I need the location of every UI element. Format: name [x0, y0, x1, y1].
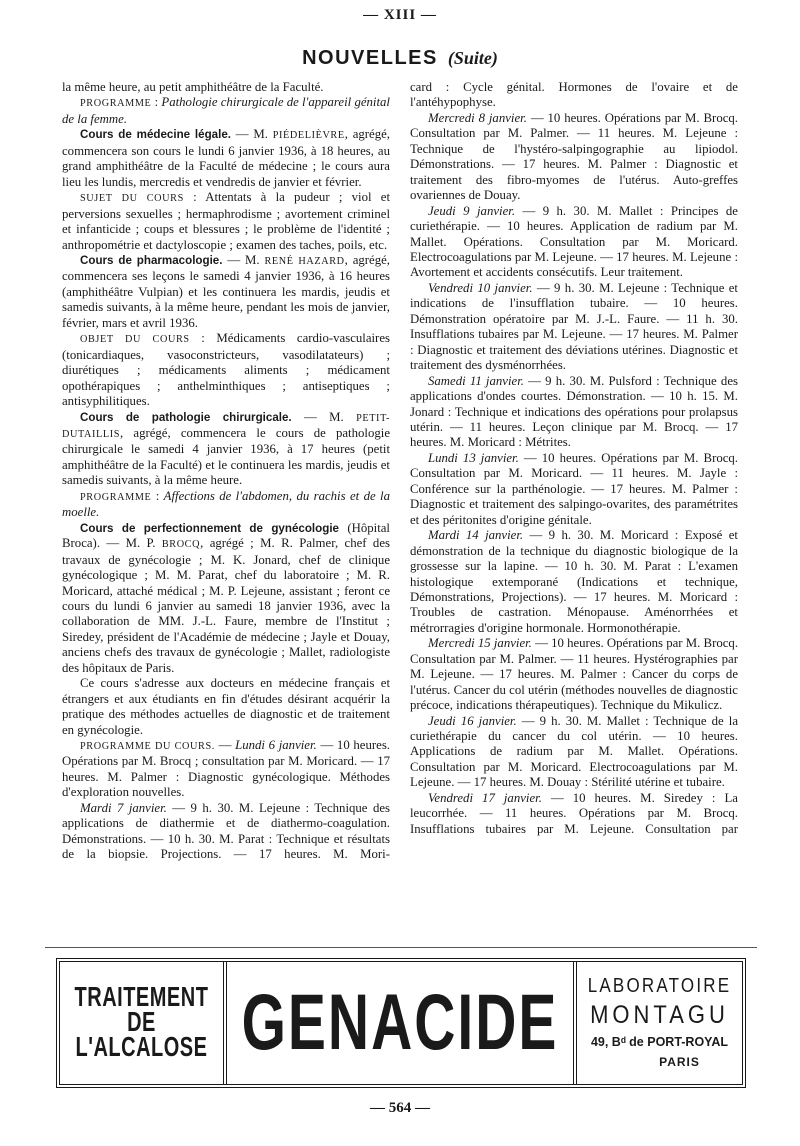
page-title: NOUVELLES: [302, 47, 438, 69]
ad-company-name: MONTAGU: [590, 1000, 729, 1029]
italic-text: Mercredi 15 janvier.: [428, 636, 532, 651]
text-run: Ce cours s'adresse aux docteurs en médecine français et étrangers et aux étudiants en fin d'études désirant acquérir la pratique des méthodes actuelles de diagnostic et de traitement en gynécologie.: [62, 676, 390, 737]
text-run: la même heure, au petit amphithéâtre de la Faculté.: [62, 80, 324, 94]
text-run: — 10 heures. Opérations par M. Brocq. Consultation par M. Palmer. — 11 heures. Hystérographies par M. Lejeune. — 17 heures. M. Palmer : Cancer du corps de l'utérus. Cancer du col utérin (méthodes nouvelles de diagnostic précoce, indications thérapeutiques). Technique du Mikulicz.: [410, 636, 738, 713]
small-caps-text: SUJET DU COURS: [80, 193, 184, 205]
paragraph: [410, 451, 738, 528]
small-caps-text: OBJET DU COURS: [80, 334, 190, 346]
paragraph: [410, 204, 738, 281]
small-caps-text: BROCQ: [161, 539, 201, 551]
paragraph: [410, 636, 738, 713]
italic-text: Lundi 13 janvier.: [428, 450, 519, 465]
page-title-suffix: (Suite): [447, 48, 498, 68]
ad-company-line1: LABORATOIRE: [587, 974, 732, 997]
paragraph: [410, 111, 738, 204]
paragraph: [62, 676, 390, 738]
text-run: — 9 h. 30. M. Moricard : Exposé et démonstration de la technique du diagnostic biologique de la grossesse sur la lapine. — 10 h. 30. M. Parat : L'examen histologique extemporané (Indications et technique, Démonstrations, Projections). — 17 heures. M. Moricard : Troubles de castration. Ménopause. Aménorrhées et métrorragies d'origine hormonale. Hormonothérapie.: [410, 528, 738, 635]
small-caps-text: PETIT-DUTAILLIS: [62, 412, 390, 440]
text-run: — 10 heures. Opérations par M. Brocq. Consultation par M. Palmer. — 11 heures. M. Lejeune : Technique de l'hystéro-salpingographie au lipiodol. Démonstrations. — 17 heures. M. Palmer : Diagnostic et traitement des fibro-myomes de l'utérus. Auto-greffes ovariennes de Douay.: [410, 110, 738, 203]
small-caps-text: PROGRAMME DU COURS.: [80, 741, 215, 753]
italic-text: Jeudi 9 janvier.: [428, 203, 516, 218]
ad-left-panel: [60, 962, 223, 1084]
paragraph: [410, 80, 738, 111]
text-run: — 9 h. 30. M. Lejeune : Technique des applications de diathermie et de diathermo-coagulation. Démonstrations. — 10 h. 30. M. Parat : Technique et résultats de la biopsie. Projections. — 17 heures. M. Mori-: [62, 800, 390, 862]
left-column: [62, 80, 390, 946]
text-run: :: [151, 488, 164, 503]
paragraph: [62, 801, 390, 863]
italic-text: Mardi 14 janvier.: [428, 528, 524, 543]
text-run: : Attentats à la pudeur ; viol et perversions sexuelles ; hermaphrodisme ; avortement criminel et infanticide ; coups et blessures ; le problème de l'identité ; anthropométrie et dactyloscopie ; examen des taches, poils, etc.: [62, 190, 390, 252]
ad-company-panel: [577, 962, 742, 1084]
text-run: — 9 h. 30. M. Lejeune : Technique et indications de l'insufflation tubaire. — 10 heures. Démonstration opératoire par M. J.-L. Faure. — 11 h. 30. Insufflations tubaires par M. Lejeune. — 17 heures. M. Palmer : Diagnostic et traitement des déviations utérines. Diagnostic et traitement des dysménorrhées.: [410, 280, 738, 373]
paragraph: [62, 410, 390, 489]
italic-text: Lundi 6 janvier.: [235, 738, 317, 753]
paragraph: [62, 80, 390, 95]
paragraph: [62, 521, 390, 677]
italic-text: Vendredi 17 janvier.: [428, 790, 542, 805]
text-run: (Hôpital Broca). — M. P.: [62, 520, 390, 551]
small-caps-text: PROGRAMME: [80, 491, 152, 503]
text-run: , agrégé, commencera son cours le lundi 6 janvier 1936, à 18 heures, au grand amphithéâtre de la Faculté de médecine ; le cours aura lieu les lundis, mercredis et vendredis de janvier et février.: [62, 127, 390, 189]
text-run: , agrégé, commencera ses leçons le samedi 4 janvier 1936, à 16 heures (amphithéâtre Vulpian) et les continuera les mardis, jeudis et samedis suivants, à la même heure, pendant les mois de janvier, février, mars et avril 1936.: [62, 252, 390, 330]
text-run: card : Cycle génital. Hormones de l'ovaire et de l'antéhypophyse.: [410, 80, 738, 110]
text-run: — 10 heures. Opérations par M. Brocq ; consultation par M. Moricard. — 17 heures. M. Palmer : Diagnostic gynécologique. Méthodes d'exploration nouvelles.: [62, 738, 390, 800]
small-caps-text: RENÉ HAZARD: [264, 255, 345, 267]
paragraph: [62, 331, 390, 409]
small-caps-text: PROGRAMME: [80, 98, 152, 110]
advertisement: [56, 958, 746, 1088]
ad-tagline-line: DE: [127, 1006, 156, 1038]
paragraph: [62, 738, 390, 801]
italic-text: Affections de l'abdomen, du rachis et de la moelle.: [62, 488, 390, 520]
ad-city: PARIS: [659, 1055, 700, 1069]
text-run: : Médicaments cardio-vasculaires (tonicardiaques, vasoconstricteurs, vasodilatateurs) ; diurétiques ; médicaments aliments ; médicament opothérapiques ; anthelminthiques ; antiseptiques ; antisyphilitiques.: [62, 331, 390, 409]
ad-product-panel: [223, 962, 577, 1084]
page-number: — 564 —: [370, 1100, 430, 1116]
paragraph: [410, 714, 738, 791]
paragraph: [410, 374, 738, 451]
text-run: — 9 h. 30. M. Mallet : Principes de curiethérapie. — 10 heures. Application de radium par M. Mallet. Opérations. Consultation par M. Moricard. Electrocoagulations par M. Lejeune. — 17 heures. M. Lejeune : Avortement et accidents consécutifs. Leur traitement.: [410, 203, 738, 280]
course-title: Cours de pharmacologie.: [80, 253, 223, 267]
text-run: — M.: [222, 252, 265, 267]
text-run: — 9 h. 30. M. Pulsford : Technique des applications d'ondes courtes. Démonstration. — 10 h. 15. M. Jonard : Technique et indications des opérations pour prolapsus utérin. — 11 heures. Leçon clinique par M. Brocq. — 17 heures. M. Moricard : Métrites.: [410, 373, 738, 450]
ad-tagline-line: TRAITEMENT: [74, 981, 209, 1013]
ad-address: 49, Bᵈ de PORT-ROYAL: [590, 1035, 729, 1049]
text-run: — M.: [291, 409, 357, 424]
text-run: — 10 heures. Opérations par M. Brocq. Consultation par M. Moricard. — 11 heures. M. Jayle : Conférence sur la parthénologie. — 17 heures. M. Palmer : Diagnostic et traitement des salpingo-ovarites, des paramétrites et des péritonites d'origine génitale.: [410, 450, 738, 527]
paragraph: [62, 190, 390, 253]
ad-tagline-line: L'ALCALOSE: [75, 1031, 208, 1063]
italic-text: Mardi 7 janvier.: [80, 800, 167, 815]
course-title: Cours de pathologie chirurgicale.: [80, 410, 292, 424]
italic-text: Jeudi 16 janvier.: [428, 713, 517, 728]
italic-text: Mercredi 8 janvier.: [428, 110, 527, 125]
paragraph: [62, 127, 390, 190]
course-title: Cours de médecine légale.: [80, 128, 232, 142]
text-run: , agrégé, commencera le cours de pathologie chirurgicale le samedi 4 janvier 1936, à 17 heures (petit amphithéâtre de la Faculté) et le continuera les mardis, jeudis et samedis suivants, à la même heure.: [62, 425, 390, 488]
text-run: — 10 heures. M. Siredey : La leucorrhée. — 11 heures. Opérations par M. Brocq. Insufflations tubaires par M. Lejeune. Consultation par: [410, 790, 738, 836]
separator-rule: [45, 947, 757, 948]
right-column: [410, 80, 738, 946]
italic-text: Pathologie chirurgicale de l'appareil génital de la femme.: [62, 95, 390, 126]
paragraph: [410, 791, 738, 837]
page-header: [0, 45, 800, 71]
small-caps-text: PIÉDELIÈVRE: [272, 130, 345, 142]
text-run: —: [214, 738, 236, 753]
text-run: — M.: [231, 127, 273, 142]
italic-text: Samedi 11 janvier.: [428, 373, 524, 388]
text-run: , agrégé ; M. R. Palmer, chef des travaux de gynécologie ; M. K. Jonard, chef de clinique gynécologique ; M. M. Parat, chef du laboratoire ; M. R. Moricard, attaché médical ; M. P. Lejeune, assistant ; feront ce cours du lundi 6 janvier au samedi 18 janvier 1936, avec la collaboration de MM. J.-L. Faure, membre de l'Institut ; Siredey, président de l'Académie de médecine ; Jayle et Douay, anciens chefs des travaux de gynécologie ; Mallet, radiologiste des hôpitaux de Paris.: [62, 536, 390, 675]
paragraph: [410, 281, 738, 374]
text-run: — 9 h. 30. M. Mallet : Technique de la curiethérapie du cancer du col utérin. — 10 heures. Applications de radium par M. Mallet. Opérations. Consultation par M. Moricard. Electrocoagulations par M. Lejeune. — 17 heures. M. Douay : Stérilité utérine et tubaire.: [410, 713, 738, 790]
ad-product-name: GENACIDE: [241, 978, 559, 1068]
paragraph: [62, 489, 390, 521]
course-title: Cours de perfectionnement de gynécologie: [80, 521, 339, 535]
italic-text: Vendredi 10 janvier.: [428, 280, 533, 295]
paragraph: [62, 253, 390, 331]
paragraph: [62, 95, 390, 127]
paragraph: [410, 528, 738, 636]
section-number: — XIII —: [363, 7, 437, 23]
text-run: :: [151, 95, 162, 110]
